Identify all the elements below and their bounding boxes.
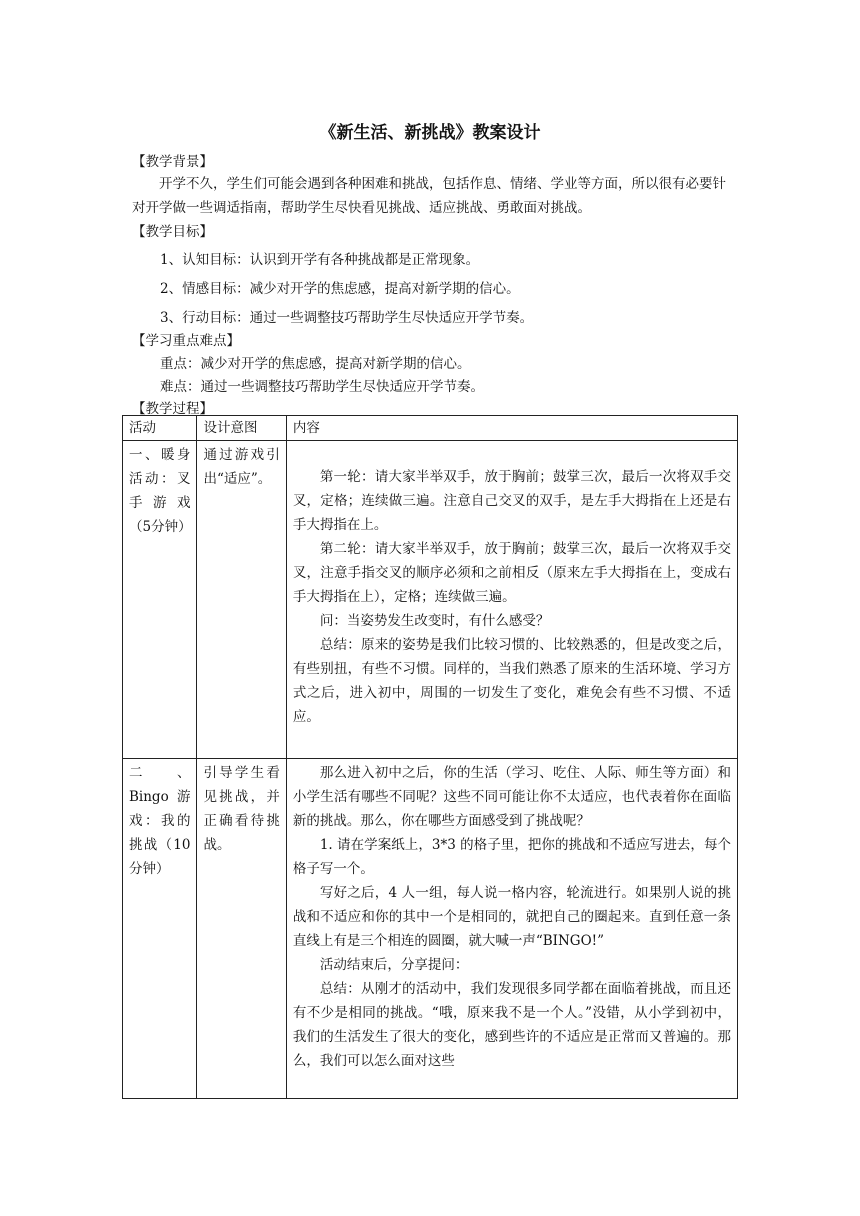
table-row — [123, 441, 738, 759]
content-paragraph: 那么进入初中之后，你的生活（学习、吃住、人际、师生等方面）和小学生活有哪些不同呢？这些不同可能让你不太适应，也代表着你在面临新的挑战。那么，你在哪些方面感受到了挑战呢？ — [292, 765, 731, 829]
table-row — [123, 759, 738, 1099]
header-activity: 活动 — [123, 416, 197, 441]
goal-item-2: 2、情感目标：减少对开学的焦虑感，提高对新学期的信心。 — [160, 281, 520, 297]
header-content: 内容 — [286, 416, 737, 441]
row-intent: 引导学生看见挑战，并正确看待挑战。 — [197, 759, 286, 1099]
process-table — [122, 415, 738, 1099]
content-paragraph: 问：当姿势发生改变时，有什么感受？ — [319, 613, 550, 629]
content-paragraph: 总结：从刚才的活动中，我们发现很多同学都在面临着挑战，而且还有不少是相同的挑战。“哦，原来我不是一个人。”没错，从小学到初中，我们的生活发生了很大的变化，感到些许的不适应是正常而又普遍的。那么，我们可以怎么面对这些 — [292, 981, 731, 1069]
row-intent: 通过游戏引出“适应”。 — [197, 441, 286, 759]
section-heading-process: 【教学过程】 — [132, 401, 213, 417]
row-activity: 一、暖身活动：叉手游戏（5分钟） — [123, 441, 197, 759]
section-heading-key-points: 【学习重点难点】 — [132, 333, 240, 349]
content-paragraph: 1. 请在学案纸上，3*3 的格子里，把你的挑战和不适应写进去，每个格子写一个。 — [292, 837, 731, 877]
page-title: 《新生活、新挑战》教案设计 — [319, 123, 541, 143]
row-content — [286, 441, 737, 759]
section-heading-goals: 【教学目标】 — [132, 224, 213, 240]
key-point-difficulty: 难点：通过一些调整技巧帮助学生尽快适应开学节奏。 — [160, 379, 484, 395]
content-paragraph: 写好之后，4 人一组，每人说一格内容，轮流进行。如果别人说的挑战和不适应和你的其中一个是相同的，就把自己的圈起来。直到任意一条直线上有是三个相连的圆圈，就大喊一声“BINGO!” — [292, 885, 731, 949]
goal-item-3: 3、行动目标：通过一些调整技巧帮助学生尽快适应开学节奏。 — [160, 310, 534, 326]
background-paragraph: 开学不久，学生们可能会遇到各种困难和挑战，包括作息、情绪、学业等方面，所以很有必要针对开学做一些调适指南，帮助学生尽快看见挑战、适应挑战、勇敢面对挑战。 — [132, 176, 726, 216]
table-header-row — [123, 416, 738, 441]
row-content — [286, 759, 737, 1099]
header-intent: 设计意图 — [197, 416, 286, 441]
content-paragraph: 活动结束后，分享提问： — [319, 957, 469, 973]
content-paragraph: 第一轮：请大家半举双手，放于胸前；鼓掌三次，最后一次将双手交叉，定格；连续做三遍。注意自己交叉的双手，是左手大拇指在上还是右手大拇指在上。 — [292, 469, 731, 533]
content-paragraph: 总结：原来的姿势是我们比较习惯的、比较熟悉的，但是改变之后，有些别扭，有些不习惯。同样的，当我们熟悉了原来的生活环境、学习方式之后，进入初中，周围的一切发生了变化，难免会有些不习惯、不适应。 — [292, 637, 731, 725]
key-point-focus: 重点：减少对开学的焦虑感，提高对新学期的信心。 — [160, 356, 471, 372]
section-heading-background: 【教学背景】 — [132, 154, 213, 170]
content-paragraph: 第二轮：请大家半举双手，放于胸前；鼓掌三次，最后一次将双手交叉，注意手指交叉的顺序必须和之前相反（原来左手大拇指在上，变成右手大拇指在上），定格；连续做三遍。 — [292, 541, 731, 605]
row-activity: 二、Bingo游戏：我的挑战（10分钟） — [123, 759, 197, 1099]
goal-item-1: 1、认知目标：认识到开学有各种挑战都是正常现象。 — [160, 252, 480, 268]
